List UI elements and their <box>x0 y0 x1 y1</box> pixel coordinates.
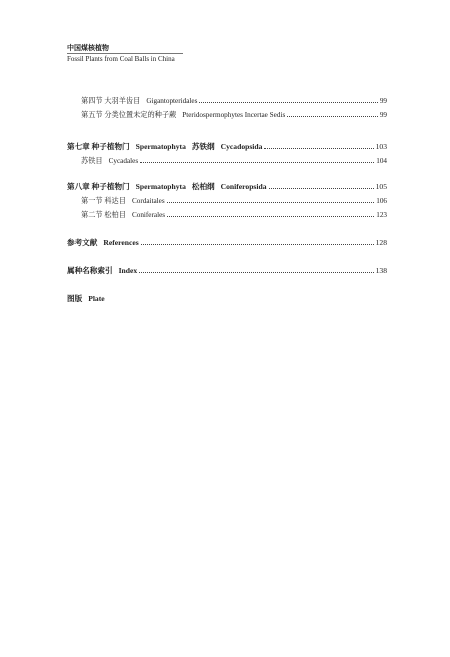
toc-entry-label-cn: 第七章 种子植物门 <box>67 142 130 151</box>
toc-entry-class-cn: 苏铁纲 <box>191 142 215 151</box>
toc-entry-label-cn: 第八章 种子植物门 <box>67 182 130 191</box>
toc-entry-index[interactable] <box>67 266 387 276</box>
running-head <box>67 44 183 64</box>
toc-entry-coniferales[interactable] <box>67 210 387 220</box>
toc-entry-label-en: Spermatophyta <box>135 142 186 151</box>
toc-entry-label-en: References <box>103 238 139 247</box>
toc-page-number: 99 <box>379 97 387 105</box>
toc-page-number: 99 <box>379 111 387 119</box>
toc-entry-label-cn: 参考文献 <box>67 238 98 247</box>
toc-entry-label-cn: 第四节 大羽羊齿目 <box>81 97 141 105</box>
toc-page-number: 123 <box>376 211 387 219</box>
toc-entry-chapter7[interactable] <box>67 142 387 152</box>
toc-entry-label-cn: 苏铁目 <box>81 157 103 165</box>
dot-leader <box>199 102 377 103</box>
toc-page-number: 105 <box>375 182 387 191</box>
book-title-cn: 中国煤核植物 <box>67 44 109 52</box>
toc-entry-section5[interactable] <box>67 110 387 120</box>
toc-page-number: 106 <box>376 197 387 205</box>
toc-entry-label-cn: 图版 <box>67 294 83 303</box>
toc-entry-cycadales[interactable] <box>67 156 387 166</box>
book-title-en: Fossil Plants from Coal Balls in China <box>67 53 183 64</box>
toc-page-number: 128 <box>375 238 387 247</box>
toc-entry-references[interactable] <box>67 238 387 248</box>
toc-page-number: 104 <box>376 157 387 165</box>
toc-entry-class-en: Cycadopsida <box>220 142 263 151</box>
toc-entry-class-en: Coniferopsida <box>220 182 267 191</box>
dot-leader <box>264 148 373 149</box>
dot-leader <box>167 216 374 217</box>
toc-entry-label-en: Spermatophyta <box>135 182 186 191</box>
toc-entry-label-en: Gigantopteridales <box>146 97 198 105</box>
dot-leader <box>139 272 373 273</box>
toc-entry-label-cn: 第二节 松柏目 <box>81 211 126 219</box>
dot-leader <box>140 162 374 163</box>
toc-entry-label-en: Plate <box>88 294 105 303</box>
table-of-contents <box>67 96 387 308</box>
dot-leader <box>141 244 374 245</box>
toc-entry-cordaitales[interactable] <box>67 196 387 206</box>
toc-entry-section4[interactable] <box>67 96 387 106</box>
toc-entry-label-cn: 属种名称索引 <box>67 266 113 275</box>
dot-leader <box>287 116 378 117</box>
toc-entry-label-cn: 第一节 科达目 <box>81 197 126 205</box>
toc-entry-class-cn: 松柏纲 <box>191 182 215 191</box>
toc-page-number: 138 <box>375 266 387 275</box>
toc-entry-label-en: Cycadales <box>108 157 139 165</box>
toc-entry-label-en: Cordaitales <box>131 197 165 205</box>
toc-entry-label-en: Index <box>118 266 138 275</box>
toc-entry-plate[interactable] <box>67 294 387 304</box>
toc-entry-chapter8[interactable] <box>67 182 387 192</box>
toc-entry-label-en: Coniferales <box>131 211 166 219</box>
toc-page-number: 103 <box>375 142 387 151</box>
dot-leader <box>167 202 375 203</box>
dot-leader <box>269 188 374 189</box>
toc-entry-label-en: Pteridospermophytes Incertae Sedis <box>182 111 286 119</box>
toc-entry-label-cn: 第五节 分类位置未定的种子蕨 <box>81 111 177 119</box>
